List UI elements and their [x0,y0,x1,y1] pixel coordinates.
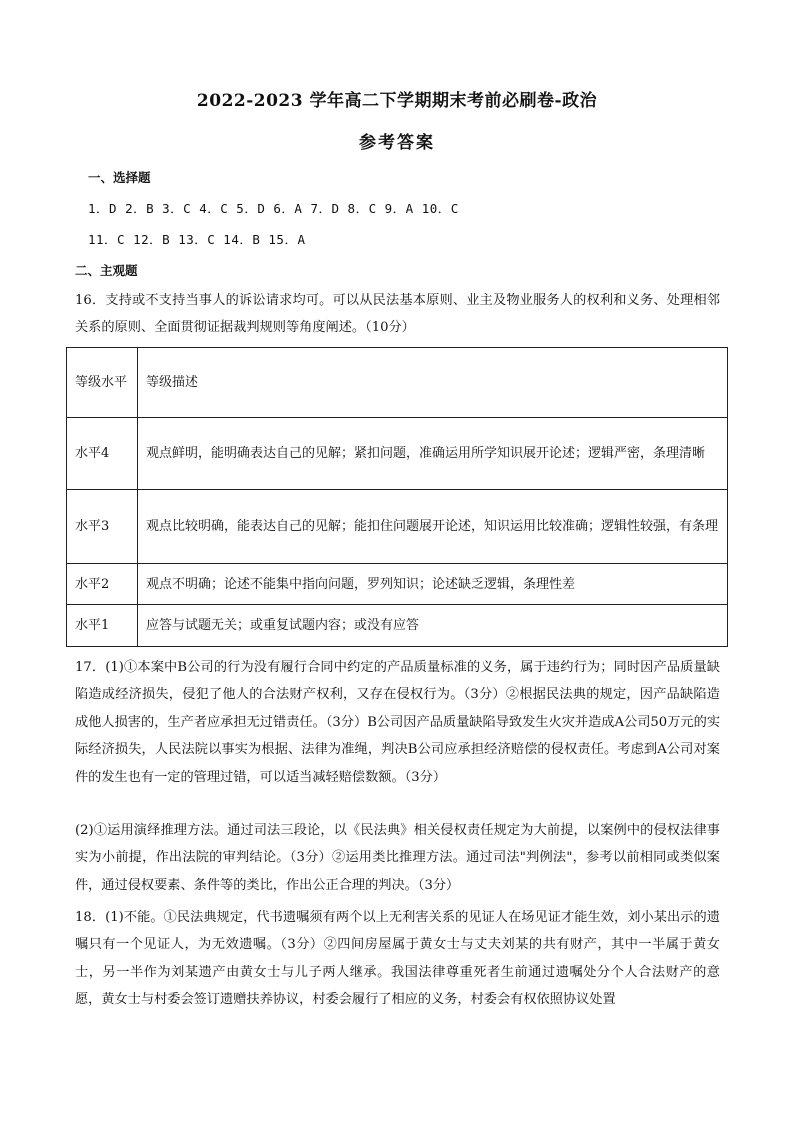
table-row [67,418,728,490]
answer-key-line-2: 11．C 12．B 13．C 14．B 15．A [88,232,306,247]
level-cell: 水平1 [67,605,138,647]
desc-cell: 观点鲜明，能明确表达自己的见解；紧扣问题，准确运用所学知识展开论述；逻辑严密，条理清晰 [138,418,728,490]
table-row [67,605,728,647]
table-header-desc: 等级描述 [138,348,728,418]
level-cell: 水平2 [67,564,138,605]
question-17-part-1: 17．(1)①本案中B公司的行为没有履行合同中约定的产品质量标准的义务，属于违约行为；同时因产品质量缺陷造成经济损失，侵犯了他人的合法财产权利，又存在侵权行为。（3分）②根据民法典的规定，因产品缺陷造成他人损害的，生产者应承担无过错责任。（3分）B公司因产品质量缺陷导致发生火灾并造成A公司50万元的实际经济损失，人民法院以事实为根据、法律为准绳，判决B公司应承担经济赔偿的侵权责任。考虑到A公司对案件的发生也有一定的管理过错，可以适当减轻赔偿数额。（3分） [75,660,720,785]
desc-cell: 观点不明确；论述不能集中指向问题，罗列知识；论述缺乏逻辑，条理性差 [138,564,728,605]
table-row [67,490,728,564]
section-heading-choice: 一、选择题 [88,170,151,185]
page-title: 2022-2023 学年高二下学期期末考前必刷卷-政治 [196,91,598,111]
question-17-part-2: (2)①运用演绎推理方法。通过司法三段论，以《民法典》相关侵权责任规定为大前提，以案例中的侵权法律事实为小前提，作出法院的审判结论。（3分）②运用类比推理方法。通过司法"判例法"，参考以前相同或类似案件，通过侵权要素、条件等的类比，作出公正合理的判决。（3分） [75,823,720,893]
level-cell: 水平4 [67,418,138,490]
question-18-text: 18．(1)不能。①民法典规定，代书遗嘱须有两个以上无利害关系的见证人在场见证才能生效，刘小某出示的遗嘱只有一个见证人，为无效遗嘱。（3分）②四间房屋属于黄女士与丈夫刘某的共有财产，其中一半属于黄女士，另一半作为刘某遗产由黄女士与儿子两人继承。我国法律尊重死者生前通过遗嘱处分个人合法财产的意愿，黄女士与村委会签订遗赠扶养协议，村委会履行了相应的义务，村委会有权依照协议处置 [75,910,720,1008]
page-subtitle: 参考答案 [359,133,435,153]
desc-cell: 观点比较明确，能表达自己的见解；能扣住问题展开论述，知识运用比较准确；逻辑性较强，有条理 [138,490,728,564]
desc-cell: 应答与试题无关；或重复试题内容；或没有应答 [138,605,728,647]
question-16-text: 16．支持或不支持当事人的诉讼请求均可。可以从民法基本原则、业主及物业服务人的权利和义务、处理相邻关系的原则、全面贯彻证据裁判规则等角度阐述。（10分） [75,293,720,336]
section-heading-subjective: 二、主观题 [75,263,138,278]
grading-table [66,347,728,647]
table-header-row [67,348,728,418]
level-cell: 水平3 [67,490,138,564]
table-row [67,564,728,605]
answer-key-line-1: 1．D 2．B 3．C 4．C 5．D 6．A 7．D 8．C 9．A 10．C [88,201,459,216]
table-header-level: 等级水平 [67,348,138,418]
